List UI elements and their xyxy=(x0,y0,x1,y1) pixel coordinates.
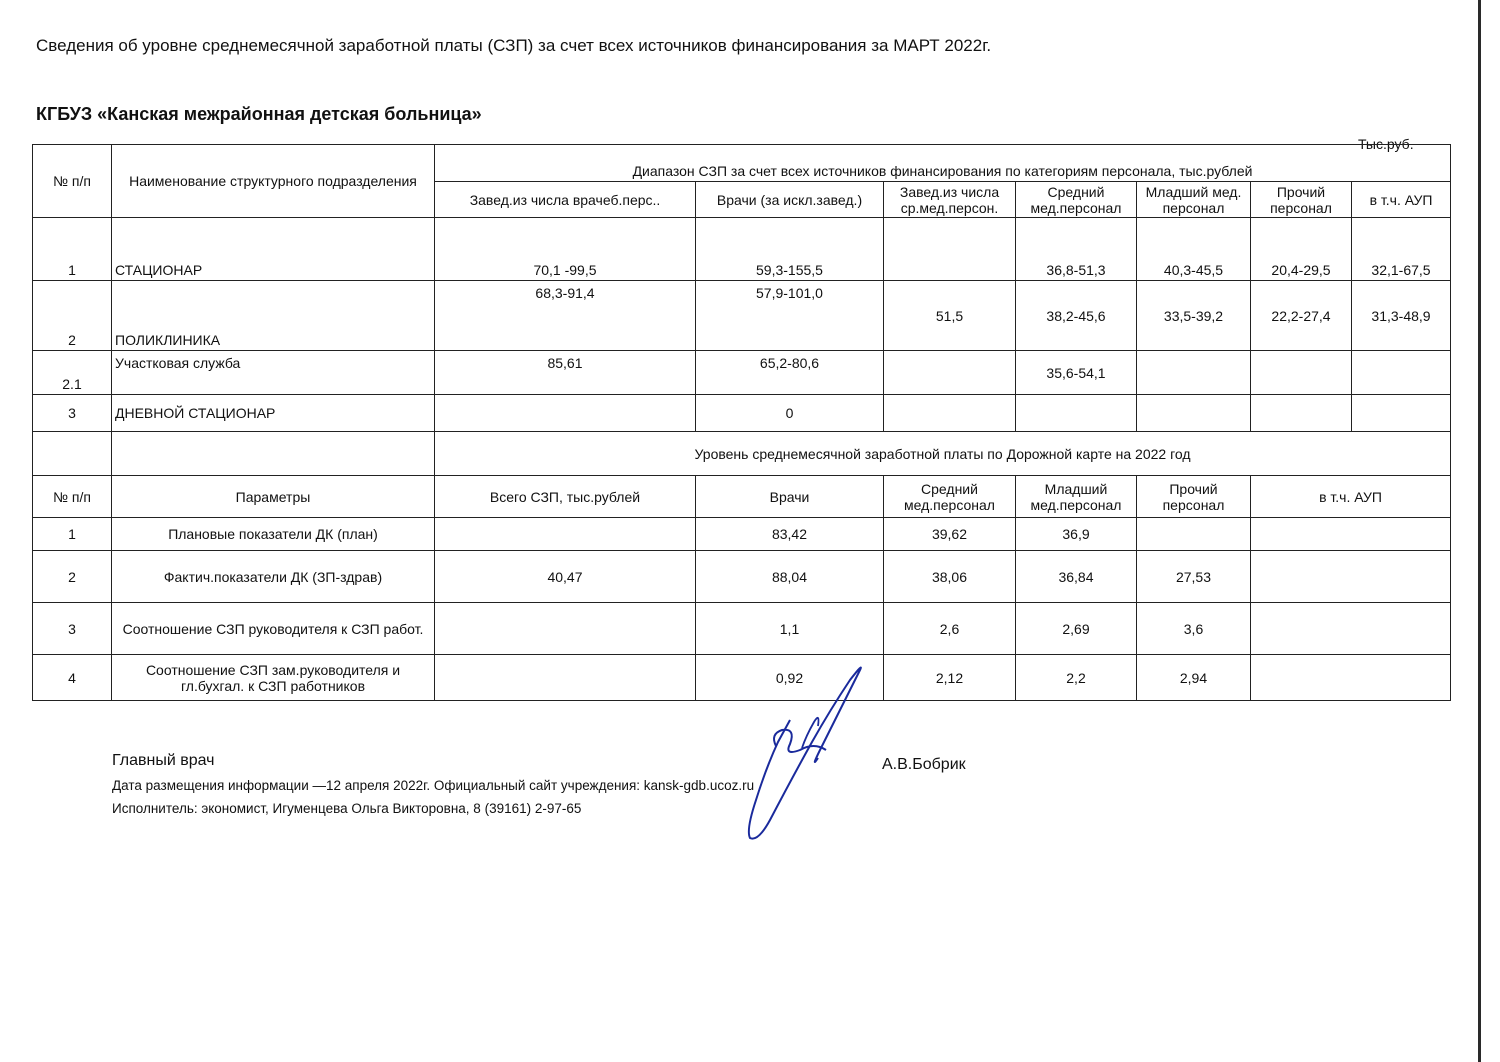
cell-value: 2,94 xyxy=(1137,655,1251,701)
table-row xyxy=(33,351,1451,395)
header-range-title: Диапазон СЗП за счет всех источников финансирования по категориям персонала, тыс.рублей xyxy=(435,145,1451,182)
cell-value: 2,69 xyxy=(1016,603,1137,655)
signer-name: А.В.Бобрик xyxy=(882,756,966,773)
cell-value: 0,92 xyxy=(696,655,884,701)
row-num: 2.1 xyxy=(33,351,112,395)
unit-label: Тыс.руб. xyxy=(1358,136,1414,152)
scan-edge xyxy=(1478,0,1481,1062)
header-num: № п/п xyxy=(33,476,112,518)
cell-value xyxy=(1251,518,1451,551)
signature-stroke xyxy=(749,668,861,839)
cell-value xyxy=(1137,351,1251,395)
cell-value: 35,6-54,1 xyxy=(1016,351,1137,395)
header-col: Средний мед.персонал xyxy=(1016,182,1137,218)
row-name: СТАЦИОНАР xyxy=(112,218,435,281)
header-col: Врачи xyxy=(696,476,884,518)
section1-header-row xyxy=(33,145,1451,182)
row-name: Участковая служба xyxy=(112,351,435,395)
table-row xyxy=(33,281,1451,351)
row-name: Соотношение СЗП руководителя к СЗП работ. xyxy=(112,603,435,655)
empty-cell xyxy=(112,432,435,476)
row-num: 1 xyxy=(33,218,112,281)
cell-value xyxy=(1251,603,1451,655)
cell-value: 57,9-101,0 xyxy=(696,281,884,351)
row-name: ДНЕВНОЙ СТАЦИОНАР xyxy=(112,395,435,432)
row-num: 2 xyxy=(33,281,112,351)
signer-role: Главный врач xyxy=(112,752,215,769)
cell-value xyxy=(1016,395,1137,432)
cell-value: 32,1-67,5 xyxy=(1352,218,1451,281)
cell-value: 27,53 xyxy=(1137,551,1251,603)
header-col: Средний мед.персонал xyxy=(884,476,1016,518)
table-row xyxy=(33,551,1451,603)
cell-value xyxy=(1352,351,1451,395)
organization-name: КГБУЗ «Канская межрайонная детская больница» xyxy=(36,104,482,124)
section2-title-row xyxy=(33,432,1451,476)
cell-value: 51,5 xyxy=(884,281,1016,351)
publication-info: Дата размещения информации —12 апреля 2022г. Официальный сайт учреждения: kansk-gdb.ucoz.ru xyxy=(112,778,755,793)
cell-value xyxy=(435,395,696,432)
cell-value xyxy=(884,395,1016,432)
row-name: Плановые показатели ДК (план) xyxy=(112,518,435,551)
document-title: Сведения об уровне среднемесячной заработной платы (СЗП) за счет всех источников финансирования за МАРТ 2022г. xyxy=(36,36,992,55)
section2-header-row xyxy=(33,476,1451,518)
cell-value: 85,61 xyxy=(435,351,696,395)
cell-value: 36,84 xyxy=(1016,551,1137,603)
handwritten-signature xyxy=(730,650,880,850)
cell-value: 83,42 xyxy=(696,518,884,551)
cell-value: 38,2-45,6 xyxy=(1016,281,1137,351)
header-col: в т.ч. АУП xyxy=(1352,182,1451,218)
header-col: Младший мед.персонал xyxy=(1016,476,1137,518)
cell-value: 22,2-27,4 xyxy=(1251,281,1352,351)
cell-value xyxy=(435,603,696,655)
signature-block xyxy=(112,752,754,816)
section2-title: Уровень среднемесячной заработной платы по Дорожной карте на 2022 год xyxy=(435,432,1451,476)
cell-value: 0 xyxy=(696,395,884,432)
row-num: 1 xyxy=(33,518,112,551)
cell-value xyxy=(1137,395,1251,432)
cell-value xyxy=(884,218,1016,281)
header-col: Всего СЗП, тыс.рублей xyxy=(435,476,696,518)
cell-value: 88,04 xyxy=(696,551,884,603)
table-row xyxy=(33,518,1451,551)
cell-value: 20,4-29,5 xyxy=(1251,218,1352,281)
header-params: Параметры xyxy=(112,476,435,518)
table-row xyxy=(33,218,1451,281)
cell-value xyxy=(1251,551,1451,603)
cell-value: 1,1 xyxy=(696,603,884,655)
executor-info: Исполнитель: экономист, Игуменцева Ольга Викторовна, 8 (39161) 2-97-65 xyxy=(112,801,582,816)
cell-value: 36,9 xyxy=(1016,518,1137,551)
row-num: 2 xyxy=(33,551,112,603)
cell-value: 2,6 xyxy=(884,603,1016,655)
header-num: № п/п xyxy=(33,145,112,218)
cell-value: 39,62 xyxy=(884,518,1016,551)
header-col: Завед.из числа врачеб.перс.. xyxy=(435,182,696,218)
cell-value xyxy=(435,655,696,701)
cell-value: 36,8-51,3 xyxy=(1016,218,1137,281)
cell-value: 3,6 xyxy=(1137,603,1251,655)
cell-value: 40,3-45,5 xyxy=(1137,218,1251,281)
row-num: 3 xyxy=(33,395,112,432)
header-col: Прочий персонал xyxy=(1251,182,1352,218)
cell-value: 38,06 xyxy=(884,551,1016,603)
cell-value xyxy=(1352,395,1451,432)
cell-value: 2,2 xyxy=(1016,655,1137,701)
cell-value: 33,5-39,2 xyxy=(1137,281,1251,351)
cell-value xyxy=(1137,518,1251,551)
cell-value: 2,12 xyxy=(884,655,1016,701)
header-col: Младший мед. персонал xyxy=(1137,182,1251,218)
row-name: ПОЛИКЛИНИКА xyxy=(112,281,435,351)
cell-value xyxy=(884,351,1016,395)
cell-value: 68,3-91,4 xyxy=(435,281,696,351)
table-row xyxy=(33,395,1451,432)
cell-value xyxy=(1251,395,1352,432)
cell-value: 59,3-155,5 xyxy=(696,218,884,281)
salary-table xyxy=(32,144,1451,701)
row-name: Соотношение СЗП зам.руководителя и гл.бухгал. к СЗП работников xyxy=(112,655,435,701)
header-col: в т.ч. АУП xyxy=(1251,476,1451,518)
cell-value xyxy=(1251,655,1451,701)
row-num: 4 xyxy=(33,655,112,701)
empty-cell xyxy=(33,432,112,476)
cell-value: 65,2-80,6 xyxy=(696,351,884,395)
cell-value: 31,3-48,9 xyxy=(1352,281,1451,351)
header-col: Врачи (за искл.завед.) xyxy=(696,182,884,218)
cell-value: 70,1 -99,5 xyxy=(435,218,696,281)
row-name: Фактич.показатели ДК (ЗП-здрав) xyxy=(112,551,435,603)
header-col: Завед.из числа ср.мед.персон. xyxy=(884,182,1016,218)
header-col: Прочий персонал xyxy=(1137,476,1251,518)
cell-value xyxy=(1251,351,1352,395)
cell-value xyxy=(435,518,696,551)
header-unit-name: Наименование структурного подразделения xyxy=(112,145,435,218)
row-num: 3 xyxy=(33,603,112,655)
table-row xyxy=(33,603,1451,655)
cell-value: 40,47 xyxy=(435,551,696,603)
